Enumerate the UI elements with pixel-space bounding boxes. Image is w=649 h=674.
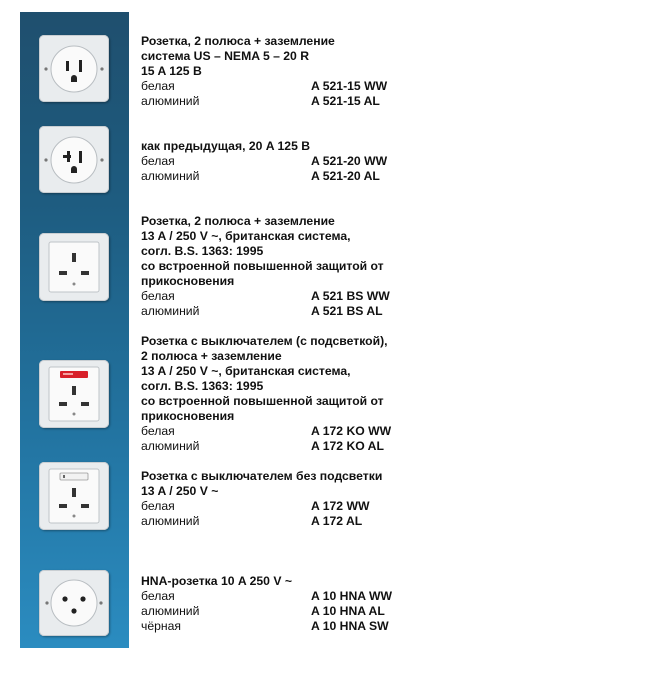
product-title-line: Розетка, 2 полюса + заземление [141, 214, 335, 228]
product-title-line: 13 A / 250 V ~ [141, 484, 219, 498]
variant-code: A 172 KO AL [311, 439, 384, 453]
variant-row [141, 94, 621, 109]
variant-code: A 172 AL [311, 514, 363, 528]
variant-code: A 521-20 WW [311, 154, 388, 168]
variant-label: алюминий [141, 439, 200, 453]
variant-label: чёрная [141, 619, 182, 633]
us-nema-15a-socket-icon [39, 35, 109, 102]
variant-label: белая [141, 499, 175, 513]
variant-label: алюминий [141, 604, 200, 618]
variant-code: A 521 BS WW [311, 289, 390, 303]
variant-row [141, 424, 621, 439]
product-entry [141, 574, 621, 634]
product-title-line: Розетка, 2 полюса + заземление [141, 34, 335, 48]
product-title-line: система US – NEMA 5 – 20 R [141, 49, 310, 63]
variant-code: A 521-20 AL [311, 169, 380, 183]
variant-row [141, 439, 621, 454]
variant-row [141, 604, 621, 619]
blue-sidebar [20, 12, 129, 648]
variant-code: A 521-15 WW [311, 79, 388, 93]
variant-row [141, 304, 621, 319]
variant-row [141, 514, 621, 529]
variant-code: A 521-15 AL [311, 94, 380, 108]
variant-code: A 172 KO WW [311, 424, 392, 438]
variant-label: алюминий [141, 514, 200, 528]
product-title-line: Розетка с выключателем без подсветки [141, 469, 383, 483]
product-title-line: 2 полюса + заземление [141, 349, 282, 363]
product-entry [141, 334, 621, 454]
product-entry [141, 469, 621, 529]
product-title-line: HNA-розетка 10 A 250 V ~ [141, 574, 292, 588]
product-title-line: как предыдущая, 20 A 125 В [141, 139, 311, 153]
variant-label: белая [141, 424, 175, 438]
product-title-line: 13 A / 250 V ~, британская система, [141, 229, 351, 243]
uk-switched-socket-icon [39, 462, 109, 530]
uk-bs-socket-icon [39, 233, 109, 301]
variant-row [141, 79, 621, 94]
variant-label: белая [141, 154, 175, 168]
product-entry [141, 214, 621, 319]
product-title-line: со встроенной повышенной защитой от [141, 259, 384, 273]
product-title-line: согл. B.S. 1363: 1995 [141, 244, 264, 258]
variant-code: A 10 HNA AL [311, 604, 385, 618]
variant-label: алюминий [141, 169, 200, 183]
product-title-line: Розетка с выключателем (с подсветкой), [141, 334, 388, 348]
variant-label: белая [141, 79, 175, 93]
variant-row [141, 169, 621, 184]
product-entry [141, 139, 621, 184]
uk-switched-socket-lit-icon [39, 360, 109, 428]
product-title-line: со встроенной повышенной защитой от [141, 394, 384, 408]
product-title-line: прикосновения [141, 274, 235, 288]
variant-label: алюминий [141, 304, 200, 318]
us-nema-20a-socket-icon [39, 126, 109, 193]
variant-label: белая [141, 289, 175, 303]
product-entry [141, 34, 621, 109]
variant-code: A 172 WW [311, 499, 370, 513]
variant-row [141, 499, 621, 514]
variant-row [141, 289, 621, 304]
variant-code: A 10 HNA WW [311, 589, 393, 603]
product-title-line: 15 A 125 В [141, 64, 202, 78]
variant-row [141, 589, 621, 604]
hna-socket-icon [39, 570, 109, 636]
product-title-line: прикосновения [141, 409, 235, 423]
product-title-line: 13 A / 250 V ~, британская система, [141, 364, 351, 378]
product-title-line: согл. B.S. 1363: 1995 [141, 379, 264, 393]
variant-row [141, 154, 621, 169]
variant-code: A 521 BS AL [311, 304, 383, 318]
variant-label: алюминий [141, 94, 200, 108]
variant-row [141, 619, 621, 634]
variant-code: A 10 HNA SW [311, 619, 389, 633]
variant-label: белая [141, 589, 175, 603]
